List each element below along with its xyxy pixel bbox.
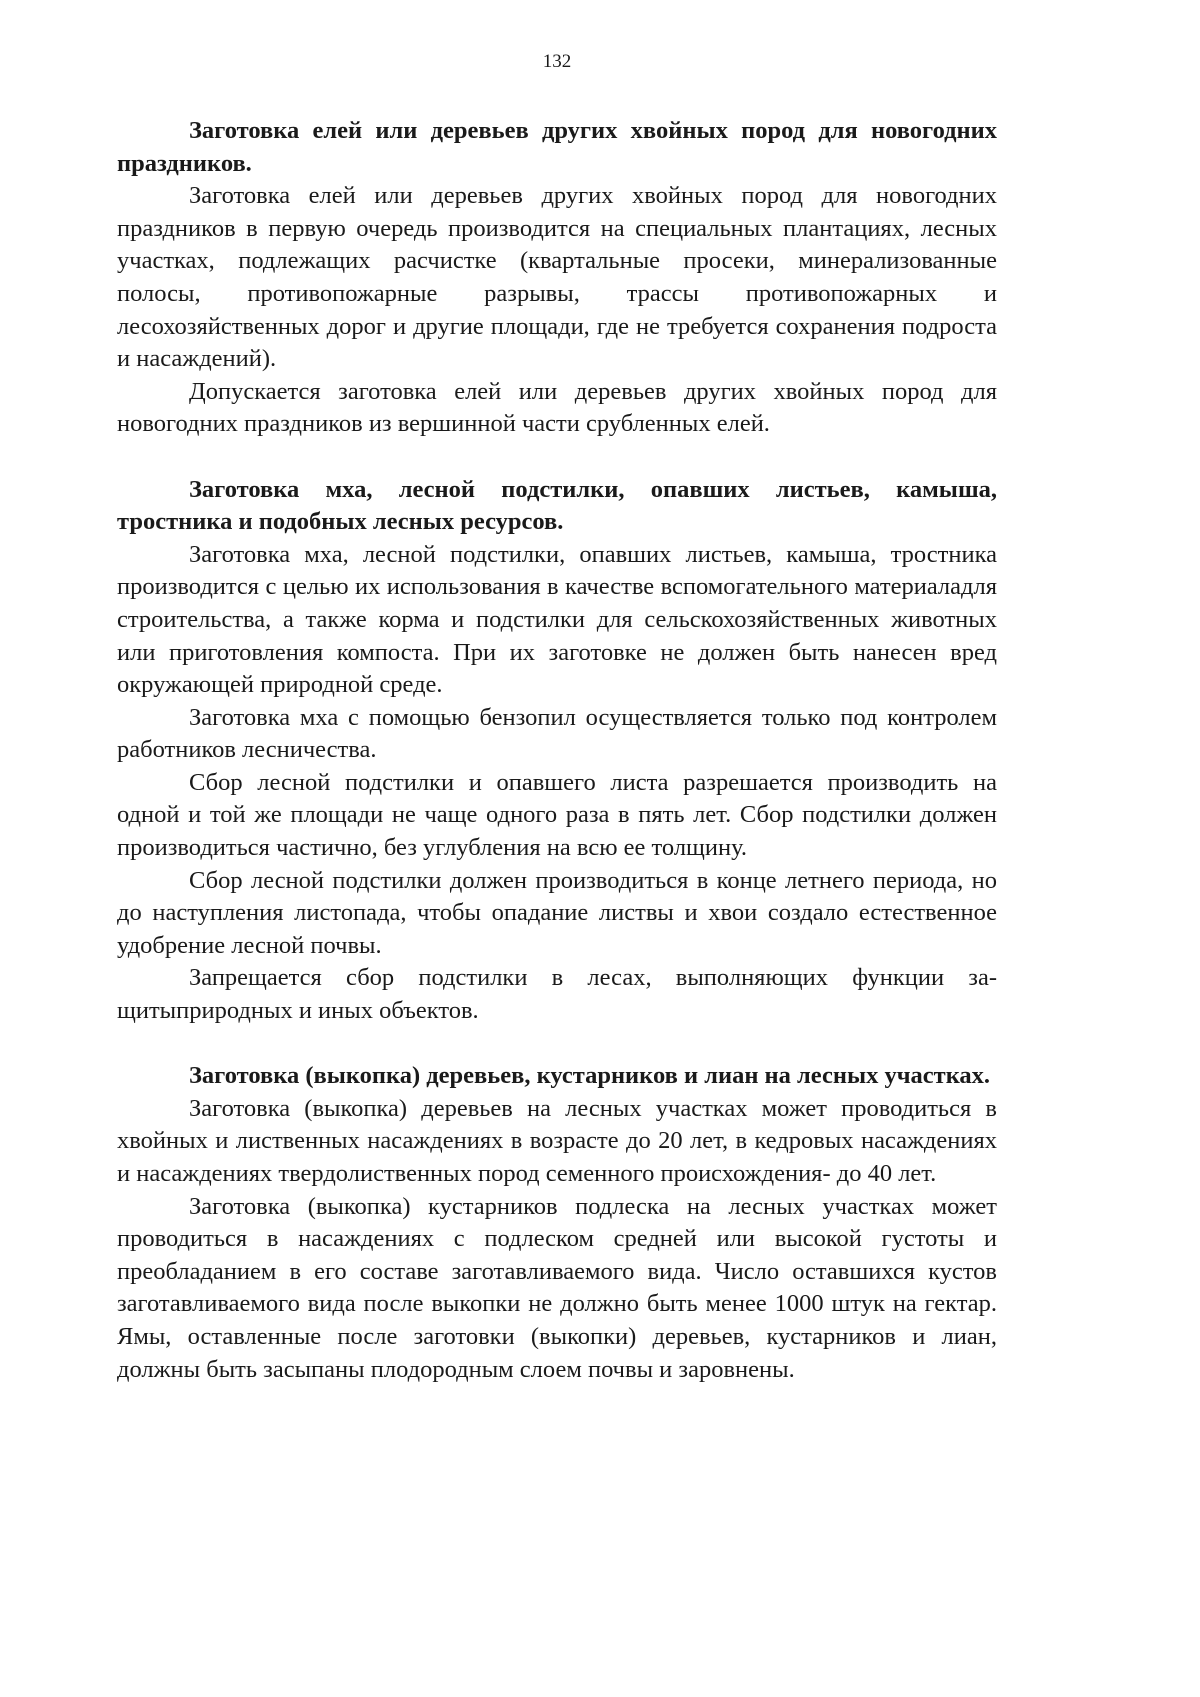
section-heading: Заготовка елей или деревьев других хвойных пород для новогодних праздников. bbox=[117, 117, 997, 177]
page-number: 132 bbox=[542, 51, 572, 72]
section-digging-trees bbox=[117, 1060, 997, 1386]
section-heading: Заготовка (выкопка) деревьев, кустарников и лиан на лесных участках. bbox=[189, 1062, 991, 1090]
paragraph: Запрещается сбор подстилки в лесах, выполняющих функции защитыприродных и иных объектов. bbox=[117, 964, 997, 1025]
paragraph: Заготовка (выкопка) деревьев на лесных участках может проводиться в хвойных и лиственных насаждениях в возрасте до 20 лет, в кедровых насаждениях и насаждениях твердолиственных пород семенного происхождения- до 40 лет. bbox=[117, 1094, 997, 1187]
paragraph: Сбор лесной подстилки должен производиться в конце летнего периода, но до наступления листопада, чтобы опадание листвы и хвои создало естественное удобрение лесной почвы. bbox=[117, 866, 997, 959]
section-moss-litter bbox=[117, 474, 997, 1028]
section-fir-trees bbox=[117, 115, 997, 441]
section-heading: Заготовка мха, лесной подстилки, опавших листьев, камыша, тростника и подобных лесных ресурсов. bbox=[117, 475, 997, 536]
page-content bbox=[117, 115, 997, 1386]
section-spacer bbox=[117, 441, 997, 474]
paragraph: Заготовка мха с помощью бензопил осуществляется только под контролем работников лесничества. bbox=[117, 703, 997, 764]
paragraph: Заготовка (выкопка) кустарников подлеска на лесных участках может проводиться в насаждениях с подлеском средней или высокой густоты и преобладанием в его составе заготавливаемого вида. Число оставшихся кустов заготавливаемого вида после выкопки не должно быть менее 1000 штук на гектар. Ямы, оставленные после заготовки (выкопки) деревьев, кустарников и лиан, должны быть засыпаны плодородным слоем почвы и заровнены. bbox=[117, 1192, 997, 1383]
paragraph: Сбор лесной подстилки и опавшего листа разрешается производить на одной и той же площади не чаще одного раза в пять лет. Сбор подстилки должен производиться частично, без углубления на всю ее толщину. bbox=[117, 768, 997, 862]
paragraph: Допускается заготовка елей или деревьев других хвойных пород для новогодних праздников из вершинной части срубленных елей. bbox=[117, 377, 997, 438]
paragraph: Заготовка елей или деревьев других хвойных пород для новогодних праздников в первую очередь производится на специальных плантациях, лесных участках, подлежащих расчистке (квартальные просеки, минерализованные полосы, противопожарные разрывы, трассы противопожарных и лесохозяйственных дорог и другие площади, где не требуется сохранения подроста и насаждений). bbox=[117, 182, 997, 373]
paragraph: Заготовка мха, лесной подстилки, опавших листьев, камыша, тростника производится с целью их использования в качестве вспомогательного материаладля строительства, а также корма и подстилки для сельскохозяйственных животных или приготовления компоста. При их заготовке не должен быть нанесен вред окружающей природной среде. bbox=[117, 540, 997, 699]
section-spacer bbox=[117, 1028, 997, 1061]
